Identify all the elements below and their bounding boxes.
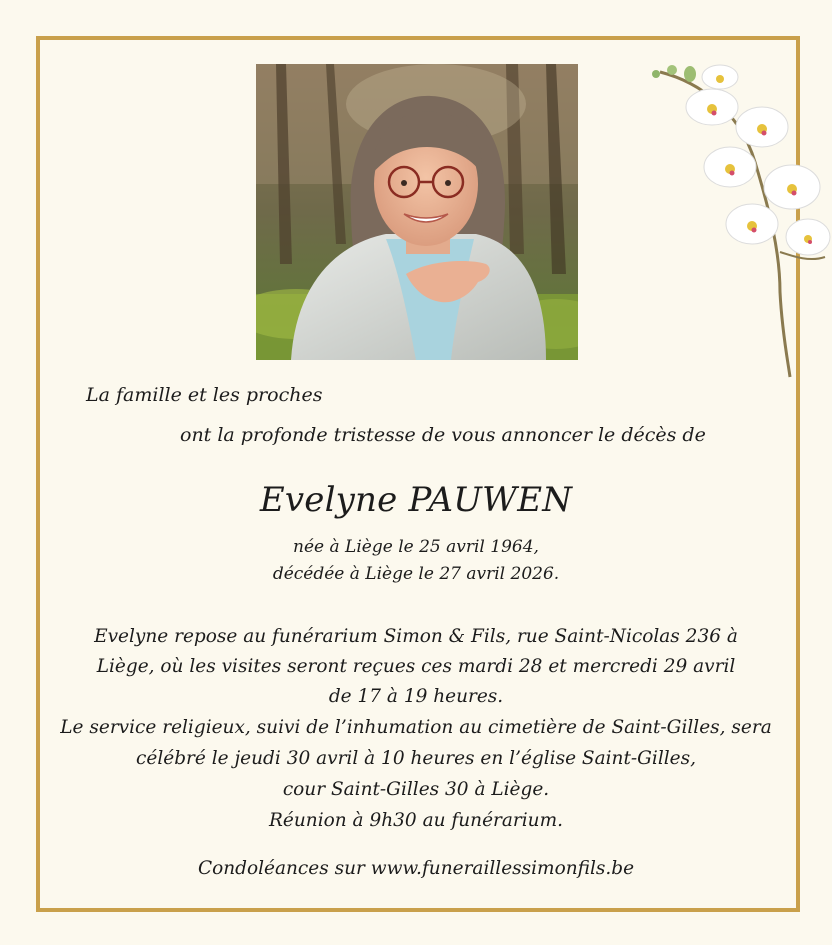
birth-line: née à Liège le 25 avril 1964,: [293, 537, 539, 557]
orchid-decoration-icon: [640, 52, 832, 382]
details-line: Liège, où les visites seront reçues ces mardi 28 et mercredi 29 avril: [96, 656, 736, 677]
details-line: cour Saint-Gilles 30 à Liège.: [282, 779, 550, 800]
intro-line-2: ont la profonde tristesse de vous annoncer le décès de: [180, 424, 706, 446]
intro-line-1: La famille et les proches: [86, 384, 323, 406]
deceased-name: Evelyne PAUWEN: [259, 480, 573, 520]
details-line: célébré le jeudi 30 avril à 10 heures en l’église Saint-Gilles,: [136, 748, 696, 769]
portrait-photo: [256, 64, 578, 360]
details-line: Evelyne repose au funérarium Simon & Fils, rue Saint-Nicolas 236 à: [94, 626, 738, 647]
details-line: Réunion à 9h30 au funérarium.: [269, 810, 563, 831]
details-line: de 17 à 19 heures.: [328, 686, 504, 707]
death-line: décédée à Liège le 27 avril 2026.: [272, 564, 560, 584]
condolences-line: Condoléances sur www.funeraillessimonfils.be: [197, 858, 635, 879]
details-line: Le service religieux, suivi de l’inhumation au cimetière de Saint-Gilles, sera: [60, 717, 772, 738]
